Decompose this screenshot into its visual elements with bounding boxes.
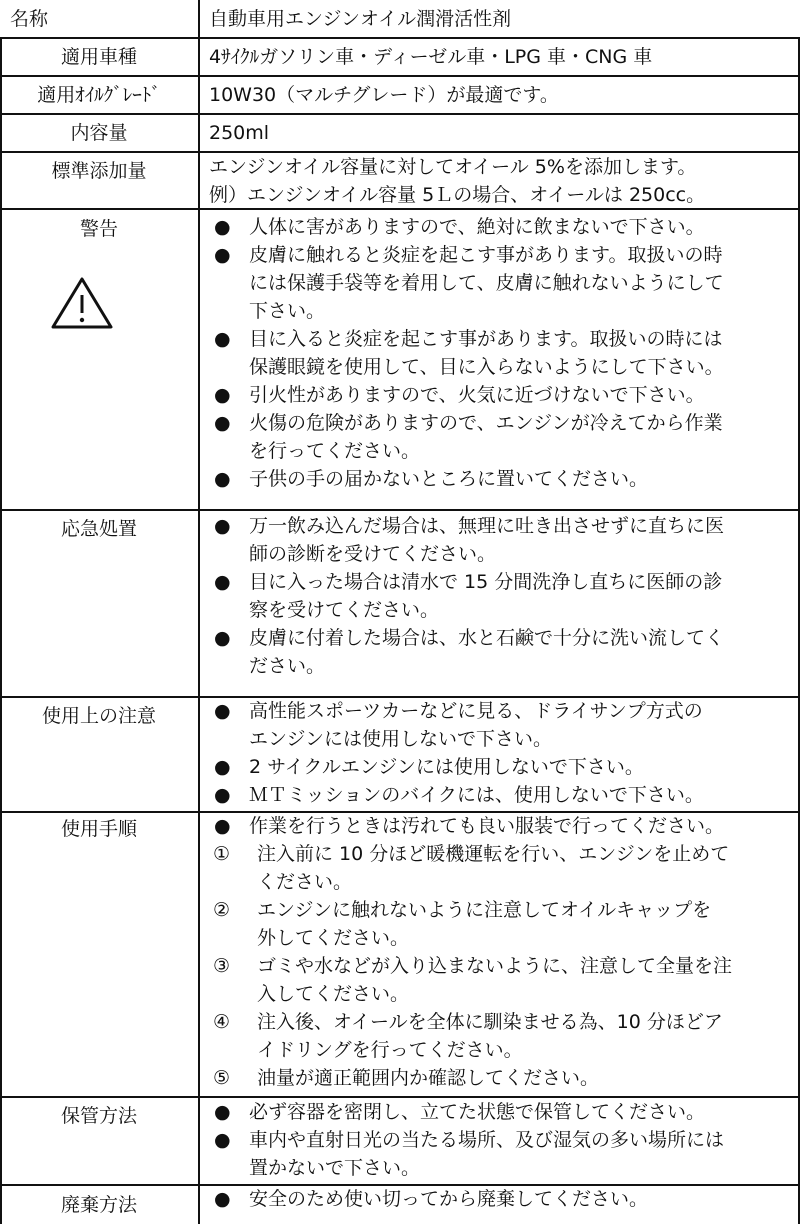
bullet-icon: ● xyxy=(214,328,231,350)
bullet-icon: ● xyxy=(214,384,231,406)
row-volume xyxy=(0,114,800,152)
list-item: ● 高性能スポーツカーなどに見る、ドライサンプ方式の エンジンには使用しないで下さい。 xyxy=(209,697,792,753)
bullet-icon: ● xyxy=(214,515,231,537)
bullet-icon: ● xyxy=(214,412,231,434)
cautions-label: 使用上の注意 xyxy=(0,697,200,812)
row-procedure xyxy=(0,812,800,1097)
step-number: ③ xyxy=(213,955,231,977)
list-item: ● 人体に害がありますので、絶対に飲まないで下さい。 xyxy=(209,213,792,241)
bullet-icon: ● xyxy=(214,468,231,490)
row-oil-grade xyxy=(0,76,800,114)
step-item: ① 注入前に 10 分ほど暖機運転を行い、エンジンを止めて ください。 xyxy=(209,840,792,896)
first-aid-list xyxy=(203,510,798,680)
list-item: ● 必ず容器を密閉し、立てた状態で保管してください。 xyxy=(209,1098,792,1126)
name-value: 自動車用エンジンオイル潤滑活性剤 xyxy=(209,8,512,30)
applicable-vehicles-label: 適用車種 xyxy=(0,38,200,76)
warning-triangle-icon xyxy=(50,275,114,331)
dosage-line: エンジンオイル容量に対してオイール 5%を添加します。 xyxy=(209,156,697,178)
applicable-vehicles-value: 4ｻｲｸﾙガソリン車・ディーゼル車・LPG 車・CNG 車 xyxy=(209,46,653,68)
storage-label: 保管方法 xyxy=(0,1097,200,1185)
bullet-icon: ● xyxy=(214,1188,231,1210)
list-item: ● 車内や直射日光の当たる場所、及び湿気の多い場所には 置かないで下さい。 xyxy=(209,1126,792,1182)
list-item: ● 子供の手の届かないところに置いてください。 xyxy=(209,465,792,493)
step-item: ② エンジンに触れないように注意してオイルキャップを 外してください。 xyxy=(209,896,792,952)
bullet-icon: ● xyxy=(214,815,231,837)
list-item: ● 引火性がありますので、火気に近づけないで下さい。 xyxy=(209,381,792,409)
bullet-icon: ● xyxy=(214,700,231,722)
bullet-icon: ● xyxy=(214,571,231,593)
row-name xyxy=(0,0,800,38)
list-item: ● 火傷の危険がありますので、エンジンが冷えてから作業 を行ってください。 xyxy=(209,409,792,465)
list-item: ● ＭＴミッションのバイクには、使用しないで下さい。 xyxy=(209,781,792,809)
procedure-label: 使用手順 xyxy=(0,812,200,1097)
list-item: ● 皮膚に付着した場合は、水と石鹸で十分に洗い流してく ださい。 xyxy=(209,624,792,680)
step-number: ⑤ xyxy=(213,1067,231,1089)
first-aid-label: 応急処置 xyxy=(0,510,200,697)
name-label: 名称 xyxy=(0,0,200,38)
bullet-icon: ● xyxy=(214,244,231,266)
bullet-icon: ● xyxy=(214,216,231,238)
row-dosage xyxy=(0,152,800,209)
storage-list xyxy=(203,1097,798,1182)
list-item: ● 皮膚に触れると炎症を起こす事があります。取扱いの時 には保護手袋等を着用して、皮膚に触れないようにして 下さい。 xyxy=(209,241,792,325)
bullet-icon: ● xyxy=(214,1129,231,1151)
oil-grade-label: 適用ｵｲﾙｸﾞﾚｰﾄﾞ xyxy=(0,76,200,114)
step-number: ① xyxy=(213,843,231,865)
row-first-aid xyxy=(0,510,800,697)
step-number: ② xyxy=(213,899,231,921)
row-disposal xyxy=(0,1185,800,1224)
cautions-list xyxy=(203,697,798,809)
list-item: ● 作業を行うときは汚れても良い服装で行ってください。 xyxy=(209,812,792,840)
volume-value: 250ml xyxy=(209,122,270,144)
list-item: ● 2 サイクルエンジンには使用しないで下さい。 xyxy=(209,753,792,781)
list-item: ● 万一飲み込んだ場合は、無理に吐き出させずに直ちに医 師の診断を受けてください。 xyxy=(209,512,792,568)
disposal-label: 廃棄方法 xyxy=(0,1185,200,1224)
dosage-value xyxy=(203,152,798,209)
dosage-line: 例）エンジンオイル容量 5Ｌの場合、オイールは 250cc。 xyxy=(209,184,706,206)
disposal-list xyxy=(203,1185,798,1213)
volume-label: 内容量 xyxy=(0,114,200,152)
step-item: ⑤ 油量が適正範囲内か確認してください。 xyxy=(209,1064,792,1092)
step-item: ③ ゴミや水などが入り込まないように、注意して全量を注 入してください。 xyxy=(209,952,792,1008)
bullet-icon: ● xyxy=(214,627,231,649)
bullet-icon: ● xyxy=(214,784,231,806)
row-cautions xyxy=(0,697,800,812)
step-number: ④ xyxy=(213,1011,231,1033)
warning-label: 警告 xyxy=(79,218,118,240)
warning-list xyxy=(203,209,798,493)
step-item: ④ 注入後、オイールを全体に馴染ませる為、10 分ほどア イドリングを行ってください。 xyxy=(209,1008,792,1064)
list-item: ● 目に入ると炎症を起こす事があります。取扱いの時には 保護眼鏡を使用して、目に入らないようにして下さい。 xyxy=(209,325,792,381)
oil-grade-value: 10W30（マルチグレード）が最適です。 xyxy=(209,84,559,106)
bullet-icon: ● xyxy=(214,756,231,778)
list-item: ● 安全のため使い切ってから廃棄してください。 xyxy=(209,1185,792,1213)
procedure-list xyxy=(203,812,798,1092)
row-applicable-vehicles xyxy=(0,38,800,76)
list-item: ● 目に入った場合は清水で 15 分間洗浄し直ちに医師の診 察を受けてください。 xyxy=(209,568,792,624)
row-storage xyxy=(0,1097,800,1185)
row-warning xyxy=(0,209,800,510)
warning-label-cell xyxy=(0,209,200,510)
dosage-label: 標準添加量 xyxy=(0,152,200,209)
bullet-icon: ● xyxy=(214,1101,231,1123)
